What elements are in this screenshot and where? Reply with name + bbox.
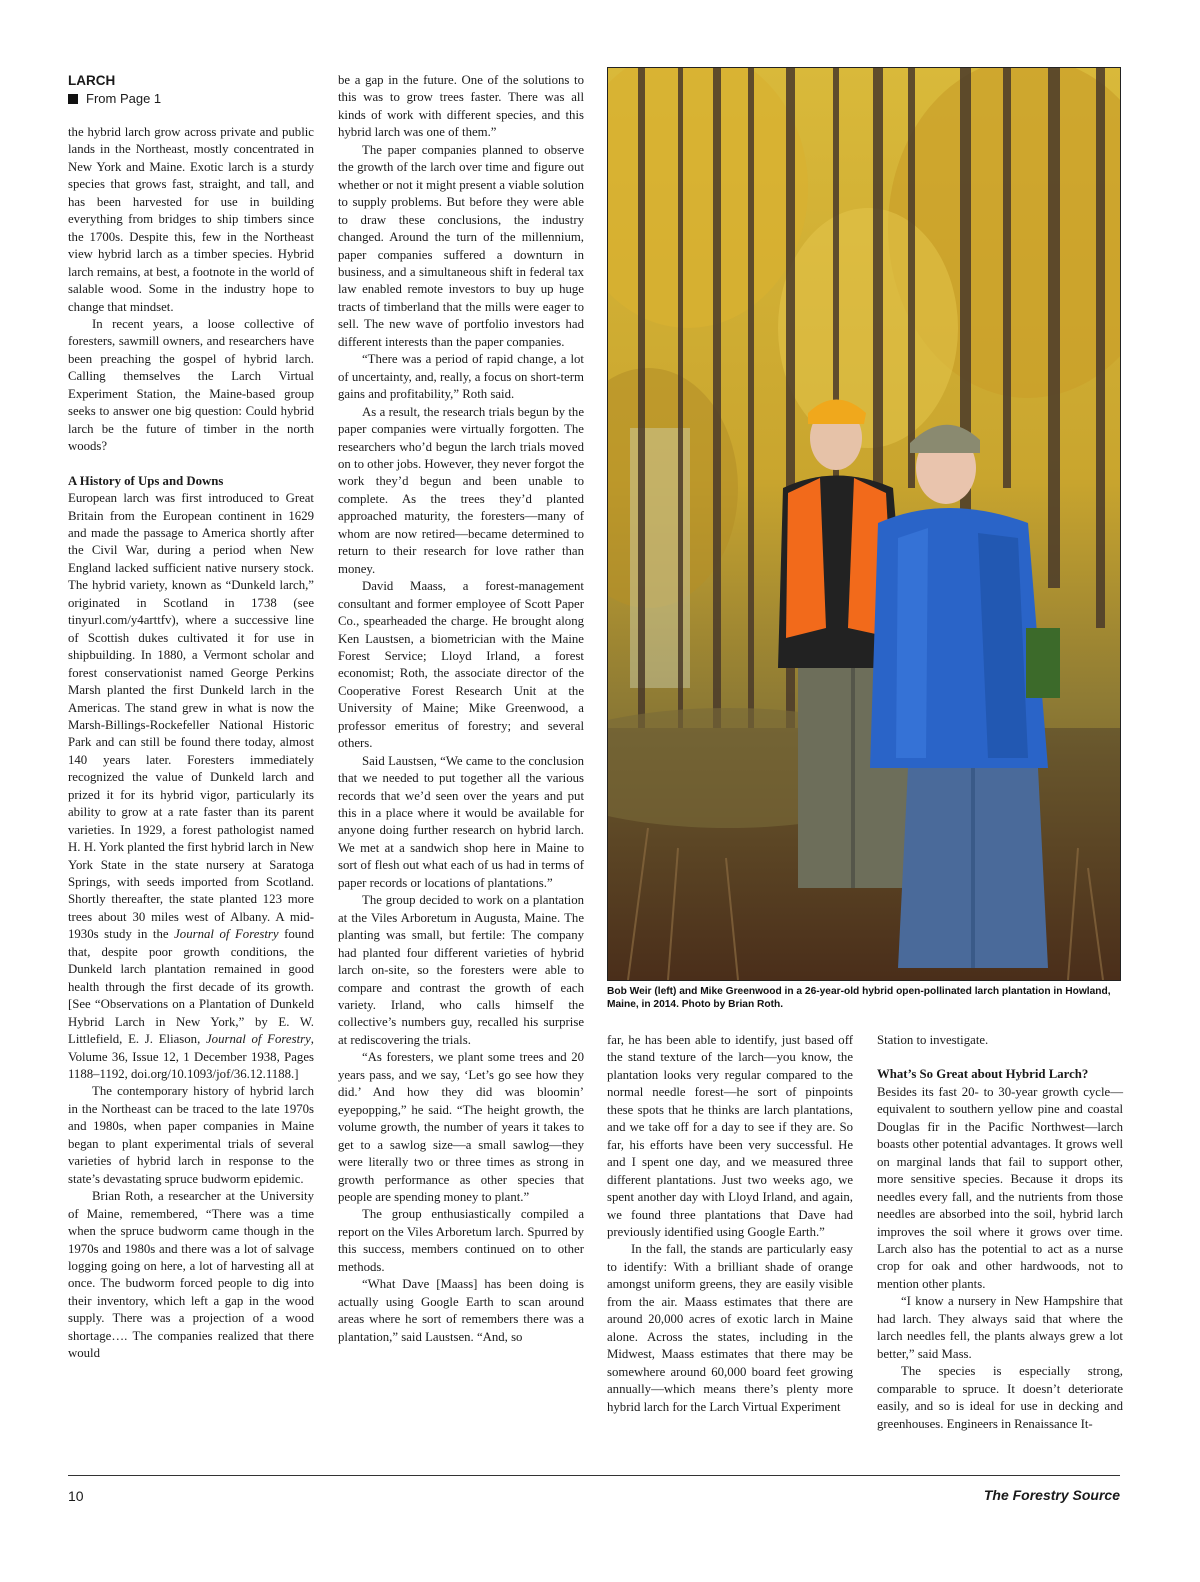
paragraph: Besides its fast 20- to 30-year growth cycle—equivalent to southern yellow pine and coastal Douglas fir in the Pacific Northwest—larch boasts other potential advantages. It grows well on marginal lands that fail to support other, more sensitive species. Because it drops its needles every fall, and the nutrients from those needles are absorbed into the soil, hybrid larch improves the soil where it grows over time. Larch also has the potential to act as a nurse crop for oak and other hardwoods, not to mention other plants. [877,1084,1123,1291]
paragraph: Said Laustsen, “We came to the conclusion that we needed to put together all the various records that we’d seen over the years and put this in a place where it would be available for anyone doing further research on hybrid larch. We met at a sandwich shop here in Maine to sort of flesh out what each of us had in terms of paper records or locations of plantations.” [338,753,584,890]
paragraph: In the fall, the stands are particularly easy to identify: With a brilliant shade of orange amongst uniform greens, they are easily visible from the air. Maass estimates that there are around 20,000 acres of exotic larch in Maine alone. Across the states, including in the Midwest, Maass estimates that there may be somewhere around 60,000 board feet growing annually—which means there’s plenty more hybrid larch for the Larch Virtual Experiment [607,1242,853,1414]
paragraph: “What Dave [Maass] has been doing is actually using Google Earth to scan around areas where he sort of remembers there was a plantation,” said Laustsen. “And, so [338,1277,584,1344]
journal-title: Journal of Forestry [174,927,279,942]
paragraph: “I know a nursery in New Hampshire that had larch. They always said that where the larch needles fell, the plants always grew a lot better,” said Mass. [877,1294,1123,1361]
footer-rule [68,1475,1120,1476]
column-3 [607,1032,853,1416]
column-2 [338,72,584,1346]
paragraph: David Maass, a forest-management consultant and former employee of Scott Paper Co., spearheaded the charge. He brought along Ken Laustsen, a biometrician with the Maine Forest Service; Lloyd Irland, a forest economist; Roth, the associate director of the Cooperative Forest Research Unit at the University of Maine; Mike Greenwood, a professor emeritus of forestry; and several others. [338,579,584,751]
larch-plantation-photo [607,67,1121,981]
continuation-line [68,90,314,108]
section-subhead: What’s So Great about Hybrid Larch? [877,1067,1089,1082]
paragraph: The group decided to work on a plantation at the Viles Arboretum in Augusta, Maine. The planting was small, but fertile: The company had planted four different varieties of hybrid larch on-site, so the foresters were able to compare and contrast the growth of each variety. Irland, who calls himself the collective’s numbers guy, recalled his surprise at rediscovering the trials. [338,893,584,1047]
square-bullet-icon [68,94,78,104]
paragraph: European larch was first introduced to Great Britain from the European continent in 1629 and made the passage to America shortly after the Civil War, during a period when New England lacked sufficient native nursery stock. The hybrid variety, known as “Dunkeld larch,” originated in Scotland in 1738 (see tinyurl.com/y4arttfv), where a successive line of Scottish dukes cultivated it for use in shipbuilding. In 1880, a Vermont scholar and forest conservationist named George Perkins Marsh planted the first Dunkeld larch in the Americas. The stand grew in what is now the Marsh-Billings-Rockefeller National Historic Park and can still be found there today, almost 140 years later. Foresters immediately recognized the value of Dunkeld larch and prized it for its hybrid vigor, particularly its ability to grow at a rate faster than its parent varieties. In 1929, a forest pathologist named H. H. York planted the first hybrid larch in New York State in the state nursery at Saratoga Springs, with seeds imported from Scotland. Shortly thereafter, the state planted 123 more trees about 30 miles west of Albany. A mid-1930s study in the Journal of Forestry found that, despite poor growth conditions, the Dunkeld larch plantation remained in good health through the first decade of its growth. [See “Observations on a Plantation of Dunkeld Hybrid Larch in New York,” by E. W. Littlefield, E. J. Eliason, Journal of Forestry, Volume 36, Issue 12, 1 December 1938, Pages 1188–1192, doi.org/10.1093/jof/36.12.1188.] [68,491,314,1082]
paragraph: the hybrid larch grow across private and public lands in the Northeast, mostly concentrated in New York and Maine. Exotic larch is a sturdy species that grows fast, straight, and tall, and has been harvested for use in building everything from bridges to ship timbers since the 1700s. Despite this, few in the Northeast view hybrid larch as a timber species. Hybrid larch remains, at best, a footnote in the world of salable wood. Some in the industry hope to change that mindset. [68,125,314,314]
column-4 [877,1032,1123,1433]
paragraph: be a gap in the future. One of the solutions to this was to grow trees faster. There was all kinds of work with different species, and this hybrid larch was one of them.” [338,73,584,140]
section-subhead: A History of Ups and Downs [68,473,224,488]
paragraph: The paper companies planned to observe the growth of the larch over time and figure out whether or not it might present a viable solution to supply problems. But before they were able to draw these conclusions, the industry changed. Around the turn of the millennium, paper companies suffered a downturn in business, and a simultaneous shift in federal tax law enabled remote investors to buy up huge tracts of timberland that the mills were eager to sell. The new wave of portfolio investors had different interests than the paper companies. [338,142,584,349]
paragraph: The group enthusiastically compiled a report on the Viles Arboretum larch. Spurred by this success, members continued on to other methods. [338,1207,584,1274]
paragraph: far, he has been able to identify, just based off the stand texture of the larch—you know, the plantation looks very regular compared to the normal needle forest—he sort of pinpoints these spots that he thinks are larch plantations, and we take off for a day to see if they are. So far, his efforts have been very successful. He and I spent one day, and we measured three different plantations. Just two weeks ago, we spent another day with Lloyd Irland, and again, we found three plantations that Dave had previously identified using Google Earth.” [607,1033,853,1239]
paragraph: “As foresters, we plant some trees and 20 years pass, and we say, ‘Let’s go see how they did.’ And how they did was bloomin’ eyepopping,” he said. “The height growth, the volume growth, the number of years it takes to get to a sawlog size—a small sawlog—they were literally two or three times as strong in growth performance as other species that people are spending money to plant.” [338,1050,584,1204]
publication-name: The Forestry Source [983,1487,1120,1503]
photo-caption: Bob Weir (left) and Mike Greenwood in a 26-year-old hybrid open-pollinated larch plantation in Howland, Maine, in 2014. Photo by Brian Roth. [607,986,1111,1010]
section-kicker: LARCH [68,73,116,88]
paragraph: Station to investigate. [877,1033,989,1047]
paragraph: As a result, the research trials begun by the paper companies were virtually forgotten. The researchers who’d begun the larch trials moved on to other jobs. However, they never forgot the work they’d begun and been unable to complete. As the trees they’d planted approached maturity, the foresters—many of whom are now retired—became determined to return to their research for love rather than money. [338,404,584,576]
column-1 [68,72,314,1363]
paragraph: “There was a period of rapid change, a lot of uncertainty, and, really, a focus on short-term gains and profitability,” Roth said. [338,352,584,402]
paragraph: The contemporary history of hybrid larch in the Northeast can be traced to the late 1970s and 1980s, when paper companies in Maine began to plant experimental trials of several varieties of hybrid larch in response to the state’s devastating spruce budworm epidemic. [68,1084,314,1186]
photo-illustration [608,68,1120,980]
continuation-label: From Page 1 [86,91,162,106]
page-number: 10 [68,1488,84,1504]
paragraph: The species is especially strong, comparable to spruce. It doesn’t deteriorate easily, and so is ideal for use in decking and greenhouses. Engineers in Renaissance It- [877,1364,1123,1431]
paragraph: In recent years, a loose collective of foresters, sawmill owners, and researchers have been preaching the gospel of hybrid larch. Calling themselves the Larch Virtual Experiment Station, the Maine-based group seeks to answer one big question: Could hybrid larch be the future of timber in the north woods? [68,316,314,454]
journal-title: Journal of Forestry [206,1032,311,1047]
paragraph: Brian Roth, a researcher at the University of Maine, remembered, “There was a time when the spruce budworm came though in the 1970s and 1980s and there was a lot of salvage logging going on here, a lot of harvesting all at once. The budworm forced people to dig into their inventory, which left a gap in the wood supply. There was a projection of a wood shortage…. The companies realized that there would [68,1189,314,1361]
